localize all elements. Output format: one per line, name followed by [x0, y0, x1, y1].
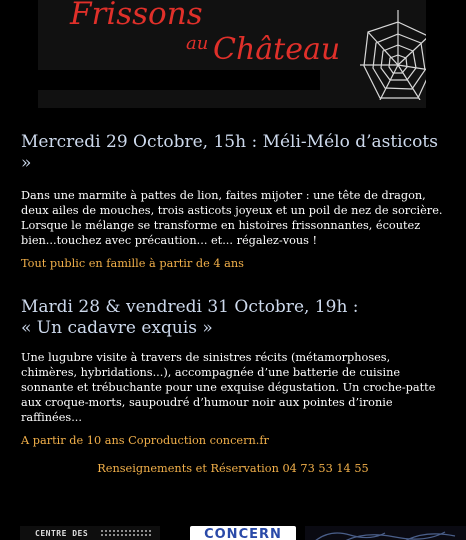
event-title [21, 297, 446, 339]
event-audience: Tout public en famille à partir de 4 ans [21, 257, 244, 270]
event-banner [38, 0, 426, 108]
banner-strip [38, 70, 320, 90]
event-description: Dans une marmite à pattes de lion, faites mijoter : une tête de dragon, deux ailes de mouches, trois asticots joyeux et un poil de nez de sorcière. Lorsque le mélange se transforme en histoires frissonnantes, écoutez bien...touchez avec précaution... et... régalez-vous ! [21, 189, 443, 247]
centre-logo[interactable] [20, 526, 160, 540]
event-title-line1: Mardi 28 & vendredi 31 Octobre, 19h : [21, 297, 359, 317]
banner-title-chateau: Château [213, 32, 341, 67]
event-meli-melo [21, 132, 446, 271]
concern-logo[interactable] [190, 526, 296, 540]
banner-title-au: au [186, 33, 209, 54]
spider-web-icon [360, 10, 426, 100]
event-description: Une lugubre visite à travers de sinistres récits (métamorphoses, chimères, hybridations...), accompagnée d’une batterie de cuisine sonnante et trébuchante pour une exquise dégustation. Un croche-patte aux croque-morts, saupoudré d’humour noir aux pointes d’ironie raffinées... [21, 351, 436, 424]
banner-title-frissons: Frissons [70, 0, 203, 32]
event-cadavre-exquis [21, 297, 446, 448]
event-audience: A partir de 10 ans Coproduction concern.fr [21, 434, 269, 447]
event-title: Mercredi 29 Octobre, 15h : Méli-Mélo d’asticots » [21, 132, 438, 173]
centre-logo-dots [100, 529, 152, 537]
concern-logo-text: CONCERN [204, 527, 282, 540]
reservation-contact: Renseignements et Réservation 04 73 53 14 55 [97, 462, 369, 475]
centre-logo-text: CENTRE DES [35, 529, 89, 538]
partner-logo[interactable] [305, 526, 466, 540]
event-title-line2: « Un cadavre exquis » [21, 318, 213, 338]
partner-logo-swirl-icon [305, 527, 466, 540]
